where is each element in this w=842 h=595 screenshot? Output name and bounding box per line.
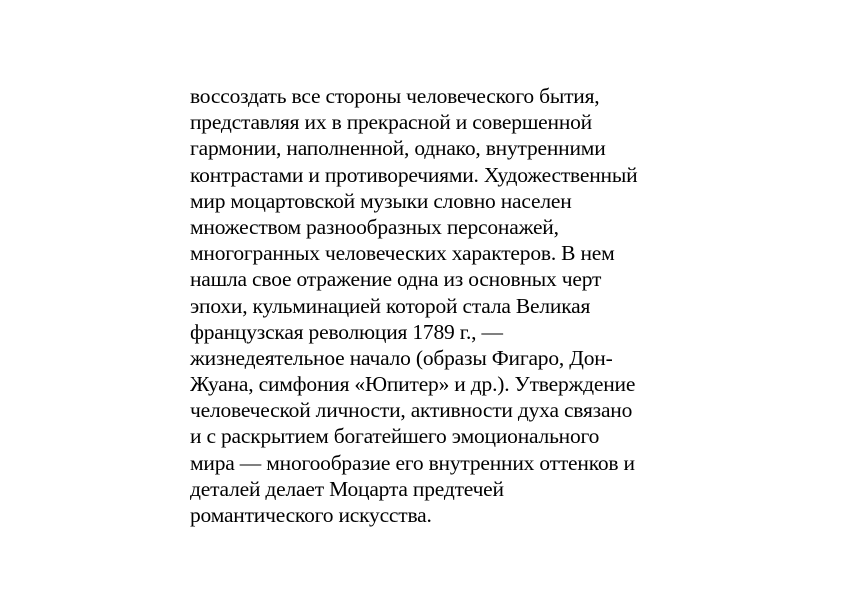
text-line: эпохи, кульминацией которой стала Великая [190,293,591,318]
text-line: мира — многообразие его внутренних оттенков и [190,450,635,475]
text-line: жизнедеятельное начало (образы Фигаро, Дон- [190,345,613,370]
text-line: Жуана, симфония «Юпитер» и др.). Утверждение [190,372,636,397]
text-line: нашла свое отражение одна из основных черт [190,267,602,292]
body-text [190,83,670,528]
text-line: мир моцартовской музыки словно населен [190,188,572,213]
text-line: представляя их в прекрасной и совершенной [190,110,592,135]
text-line: французская революция 1789 г., — [190,319,503,344]
text-line: контрастами и противоречиями. Художественный [190,162,638,187]
text-line: деталей делает Моцарта предтечей [190,476,504,501]
text-line: человеческой личности, активности духа связано [190,398,633,423]
text-line: множеством разнообразных персонажей, [190,214,559,239]
text-line: и с раскрытием богатейшего эмоционального [190,424,600,449]
text-line: гармонии, наполненной, однако, внутренними [190,136,606,161]
text-line: романтического искусства. [190,503,432,527]
text-line: многогранных человеческих характеров. В нем [190,241,615,266]
text-line: воссоздать все стороны человеческого бытия, [190,84,600,108]
